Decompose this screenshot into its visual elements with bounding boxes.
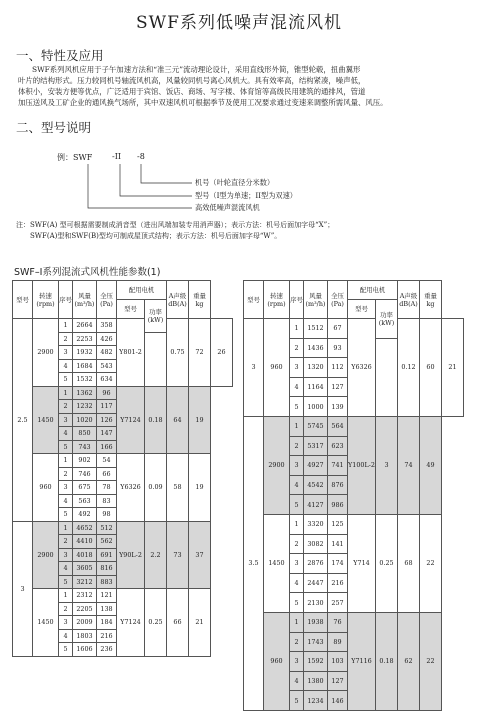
col-header-pressure: 全压 (Pa) <box>328 281 348 319</box>
speed-cell: 1450 <box>33 386 59 454</box>
power-cell: 0.18 <box>376 612 398 710</box>
seq-cell: 1 <box>59 454 73 468</box>
legend-item: 型号（I型为单速；II型为双速） <box>195 191 297 200</box>
flow-cell: 675 <box>73 481 97 495</box>
pressure-cell: 174 <box>328 554 348 574</box>
col-header-power: 功率 (kW) <box>376 300 398 339</box>
pressure-cell: 89 <box>328 632 348 652</box>
seq-cell: 4 <box>59 629 73 643</box>
seq-cell: 1 <box>59 386 73 400</box>
page-title: SWF系列低噪声混流风机 <box>136 13 342 33</box>
flow-cell: 4127 <box>304 495 328 515</box>
seq-cell: 1 <box>290 514 304 534</box>
table-row <box>13 386 233 400</box>
seq-cell: 1 <box>290 612 304 632</box>
pressure-cell: 543 <box>97 359 117 373</box>
seq-cell: 5 <box>290 495 304 515</box>
flow-cell: 2447 <box>304 573 328 593</box>
weight-cell: 22 <box>420 612 442 710</box>
pressure-cell: 358 <box>97 319 117 333</box>
pressure-cell: 93 <box>328 338 348 358</box>
seq-cell: 5 <box>59 440 73 454</box>
motor-type-cell: Y6326 <box>117 454 145 522</box>
legend-item: 高效低噪声混流风机 <box>195 203 260 212</box>
motor-type-cell: Y714 <box>348 514 376 612</box>
pressure-cell: 98 <box>97 508 117 522</box>
model-cell: 3 <box>244 319 264 417</box>
motor-type-cell: Y90L-2 <box>117 521 145 589</box>
seq-cell: 3 <box>59 481 73 495</box>
flow-cell: 1362 <box>73 386 97 400</box>
flow-cell: 1000 <box>304 397 328 417</box>
seq-cell: 5 <box>59 508 73 522</box>
col-header-power: 功率 (kW) <box>145 300 167 333</box>
flow-cell: 1436 <box>304 338 328 358</box>
flow-cell: 4542 <box>304 475 328 495</box>
col-header-noise: A声级 dB(A) <box>167 281 189 319</box>
seq-cell: 3 <box>59 616 73 630</box>
seq-cell: 4 <box>290 573 304 593</box>
motor-type-cell: Y801-2 <box>117 319 145 387</box>
col-header-motor-type: 型号 <box>348 300 376 319</box>
pressure-cell: 76 <box>328 612 348 632</box>
power-cell: 0.09 <box>145 454 167 522</box>
seq-cell: 3 <box>290 652 304 672</box>
motor-type-cell: Y6326 <box>348 319 376 417</box>
weight-cell: 37 <box>189 521 211 589</box>
section-heading-features: 一、特性及应用 <box>16 48 104 63</box>
seq-cell: 2 <box>290 338 304 358</box>
flow-cell: 2205 <box>73 602 97 616</box>
pressure-cell: 216 <box>97 629 117 643</box>
power-cell: 2.2 <box>145 521 167 589</box>
seq-cell: 4 <box>59 562 73 576</box>
table-row <box>13 589 233 603</box>
pressure-cell: 126 <box>97 413 117 427</box>
speed-cell: 1450 <box>264 514 290 612</box>
seq-cell: 4 <box>290 377 304 397</box>
pressure-cell: 147 <box>97 427 117 441</box>
pressure-cell: 139 <box>328 397 348 417</box>
col-header-seq: 序号 <box>59 281 73 319</box>
pressure-cell: 78 <box>97 481 117 495</box>
seq-cell: 5 <box>290 397 304 417</box>
weight-cell: 22 <box>420 514 442 612</box>
model-cell: 3.5 <box>244 416 264 710</box>
pressure-cell: 482 <box>97 346 117 360</box>
motor-type-cell: Y7124 <box>117 386 145 454</box>
flow-cell: 1592 <box>304 652 328 672</box>
seq-cell: 3 <box>290 358 304 378</box>
noise-cell: 62 <box>398 612 420 710</box>
section-heading-model: 二、型号说明 <box>16 120 92 135</box>
seq-cell: 5 <box>59 643 73 657</box>
pressure-cell: 83 <box>97 494 117 508</box>
notes <box>16 220 334 242</box>
pressure-cell: 112 <box>328 358 348 378</box>
flow-cell: 743 <box>73 440 97 454</box>
pressure-cell: 184 <box>97 616 117 630</box>
seq-cell: 1 <box>59 521 73 535</box>
table-row <box>244 319 464 339</box>
pressure-cell: 986 <box>328 495 348 515</box>
seq-cell: 1 <box>59 589 73 603</box>
flow-cell: 4410 <box>73 535 97 549</box>
seq-cell: 5 <box>290 593 304 613</box>
col-header-speed: 转速 (rpm) <box>33 281 59 319</box>
pressure-cell: 125 <box>328 514 348 534</box>
seq-cell: 5 <box>290 691 304 711</box>
flow-cell: 3212 <box>73 575 97 589</box>
speed-cell: 2900 <box>33 521 59 589</box>
weight-cell: 49 <box>420 416 442 514</box>
col-header-flow: 风量 (m³/h) <box>304 281 328 319</box>
flow-cell: 4927 <box>304 456 328 476</box>
seq-cell: 2 <box>59 602 73 616</box>
flow-cell: 1743 <box>304 632 328 652</box>
table-row <box>244 514 464 534</box>
flow-cell: 492 <box>73 508 97 522</box>
seq-cell: 3 <box>290 456 304 476</box>
seq-cell: 1 <box>290 416 304 436</box>
pressure-cell: 138 <box>97 602 117 616</box>
weight-cell: 21 <box>442 319 464 417</box>
seq-cell: 2 <box>59 400 73 414</box>
flow-cell: 2664 <box>73 319 97 333</box>
power-cell: 0.25 <box>376 514 398 612</box>
pressure-cell: 96 <box>97 386 117 400</box>
pressure-cell: 236 <box>97 643 117 657</box>
flow-cell: 2130 <box>304 593 328 613</box>
features-line: 叶片的结构形式。压力较同机号轴流风机高，风量较同机号离心风机大。具有效率高，结构紧凑，噪声低， <box>18 76 366 85</box>
features-line: SWF系列风机应用于子午加速方法和“准三元”流动理论设计，采用直线形外简，锥型轮毂，扭曲翼形 <box>32 65 361 74</box>
seq-cell: 4 <box>290 671 304 691</box>
speed-cell: 960 <box>264 612 290 710</box>
noise-cell: 64 <box>167 386 189 454</box>
col-header-flow: 风量 (m³/h) <box>73 281 97 319</box>
flow-cell: 1020 <box>73 413 97 427</box>
noise-cell: 68 <box>398 514 420 612</box>
flow-cell: 3320 <box>304 514 328 534</box>
flow-cell: 1532 <box>73 373 97 387</box>
table-row <box>13 521 233 535</box>
flow-cell: 3082 <box>304 534 328 554</box>
col-header-model: 型号 <box>244 281 264 319</box>
seq-cell: 4 <box>290 475 304 495</box>
col-header-motor-type: 型号 <box>117 300 145 319</box>
seq-cell: 1 <box>290 319 304 339</box>
speed-cell: 2900 <box>264 416 290 514</box>
pressure-cell: 103 <box>328 652 348 672</box>
pressure-cell: 216 <box>328 573 348 593</box>
pressure-cell: 146 <box>328 691 348 711</box>
table-row <box>244 612 464 632</box>
flow-cell: 1320 <box>304 358 328 378</box>
flow-cell: 1606 <box>73 643 97 657</box>
pressure-cell: 816 <box>97 562 117 576</box>
pressure-cell: 564 <box>328 416 348 436</box>
flow-cell: 746 <box>73 467 97 481</box>
pressure-cell: 166 <box>97 440 117 454</box>
col-header-motor: 配用电机 <box>117 281 167 300</box>
pressure-cell: 634 <box>97 373 117 387</box>
seq-cell: 3 <box>59 346 73 360</box>
weight-cell: 19 <box>189 454 211 522</box>
motor-type-cell: Y7124 <box>117 589 145 657</box>
seq-cell: 2 <box>59 467 73 481</box>
flow-cell: 1232 <box>73 400 97 414</box>
pressure-cell: 512 <box>97 521 117 535</box>
flow-cell: 1932 <box>73 346 97 360</box>
flow-cell: 5745 <box>304 416 328 436</box>
model-example: 例：SWF <box>57 153 93 162</box>
flow-cell: 5317 <box>304 436 328 456</box>
flow-cell: 902 <box>73 454 97 468</box>
power-cell: 0.18 <box>145 386 167 454</box>
noise-cell: 58 <box>167 454 189 522</box>
flow-cell: 4652 <box>73 521 97 535</box>
note-line: SWF(A)型和SWF(B)型均可制成屋顶式结构；表示方法：机号后面加字母“W”。 <box>30 232 282 240</box>
speed-cell: 1450 <box>33 589 59 657</box>
flow-cell: 2312 <box>73 589 97 603</box>
seq-cell: 2 <box>59 535 73 549</box>
seq-cell: 3 <box>59 413 73 427</box>
flow-cell: 1234 <box>304 691 328 711</box>
pressure-cell: 623 <box>328 436 348 456</box>
pressure-cell: 876 <box>328 475 348 495</box>
col-header-pressure: 全压 (Pa) <box>97 281 117 319</box>
performance-table-left <box>12 280 233 657</box>
speed-cell: 2900 <box>33 319 59 387</box>
seq-cell: 4 <box>59 494 73 508</box>
pressure-cell: 562 <box>97 535 117 549</box>
flow-cell: 850 <box>73 427 97 441</box>
seq-cell: 2 <box>59 332 73 346</box>
pressure-cell: 741 <box>328 456 348 476</box>
noise-cell: 73 <box>167 521 189 589</box>
pressure-cell: 127 <box>328 377 348 397</box>
noise-cell: 74 <box>398 416 420 514</box>
flow-cell: 563 <box>73 494 97 508</box>
power-cell: 0.75 <box>167 319 189 387</box>
speed-cell: 960 <box>264 319 290 417</box>
flow-cell: 4018 <box>73 548 97 562</box>
note-line: 注：SWF(A) 型可根据需要制成消音型（进出风端加装专用消声器）；表示方法：机号后面加字母“X”； <box>16 221 335 229</box>
pressure-cell: 426 <box>97 332 117 346</box>
seq-cell: 3 <box>290 554 304 574</box>
pressure-cell: 883 <box>97 575 117 589</box>
features-line: 体积小，安装方便等优点，广泛适用于宾馆、饭店、商场、写字楼、体育馆等高级民用建筑的通排风，管道 <box>18 87 366 96</box>
col-header-motor: 配用电机 <box>348 281 398 300</box>
flow-cell: 1938 <box>304 612 328 632</box>
col-header-weight: 重量 kg <box>420 281 442 319</box>
seq-cell: 4 <box>59 359 73 373</box>
noise-cell: 72 <box>189 319 211 387</box>
seq-cell: 4 <box>59 427 73 441</box>
pressure-cell: 691 <box>97 548 117 562</box>
pressure-cell: 66 <box>97 467 117 481</box>
power-cell: 0.25 <box>145 589 167 657</box>
noise-cell: 60 <box>420 319 442 417</box>
pressure-cell: 127 <box>328 671 348 691</box>
seq-cell: 5 <box>59 575 73 589</box>
pressure-cell: 117 <box>97 400 117 414</box>
seq-cell: 5 <box>59 373 73 387</box>
power-cell: 3 <box>376 416 398 514</box>
pressure-cell: 121 <box>97 589 117 603</box>
flow-cell: 1164 <box>304 377 328 397</box>
power-cell: 0.12 <box>398 319 420 417</box>
weight-cell: 19 <box>189 386 211 454</box>
weight-cell: 26 <box>211 319 233 387</box>
table-row <box>244 416 464 436</box>
table-row <box>13 454 233 468</box>
model-cell: 3 <box>13 521 33 656</box>
flow-cell: 2009 <box>73 616 97 630</box>
col-header-speed: 转速 (rpm) <box>264 281 290 319</box>
flow-cell: 1380 <box>304 671 328 691</box>
speed-cell: 960 <box>33 454 59 522</box>
motor-type-cell: Y7116 <box>348 612 376 710</box>
table-row <box>13 319 233 333</box>
flow-cell: 1684 <box>73 359 97 373</box>
col-header-weight: 重量 kg <box>189 281 211 319</box>
seq-cell: 3 <box>59 548 73 562</box>
pressure-cell: 67 <box>328 319 348 339</box>
weight-cell: 21 <box>189 589 211 657</box>
seq-cell: 2 <box>290 436 304 456</box>
seq-cell: 2 <box>290 534 304 554</box>
flow-cell: 3605 <box>73 562 97 576</box>
col-header-model: 型号 <box>13 281 33 319</box>
flow-cell: 2253 <box>73 332 97 346</box>
legend-item: 机号（叶轮直径分米数） <box>195 178 275 187</box>
seq-cell: 2 <box>290 632 304 652</box>
model-cell: 2.5 <box>13 319 33 522</box>
col-header-noise: A声级 dB(A) <box>398 281 420 319</box>
seq-cell: 1 <box>59 319 73 333</box>
motor-type-cell: Y100L-2 <box>348 416 376 514</box>
model-part-number: -8 <box>137 152 145 161</box>
noise-cell: 66 <box>167 589 189 657</box>
flow-cell: 1512 <box>304 319 328 339</box>
pressure-cell: 54 <box>97 454 117 468</box>
pressure-cell: 257 <box>328 593 348 613</box>
features-line: 加压送风及工矿企业的通风换气场所，其中双速风机可根据季节及使用工况要求通过变速来调整所需风量、风压。 <box>18 98 388 107</box>
performance-table-right <box>243 280 464 711</box>
pressure-cell: 141 <box>328 534 348 554</box>
flow-cell: 1803 <box>73 629 97 643</box>
table-title: SWF–I系列混流式风机性能参数(1) <box>14 267 161 278</box>
model-part-type: -II <box>112 152 122 161</box>
col-header-seq: 序号 <box>290 281 304 319</box>
flow-cell: 2876 <box>304 554 328 574</box>
